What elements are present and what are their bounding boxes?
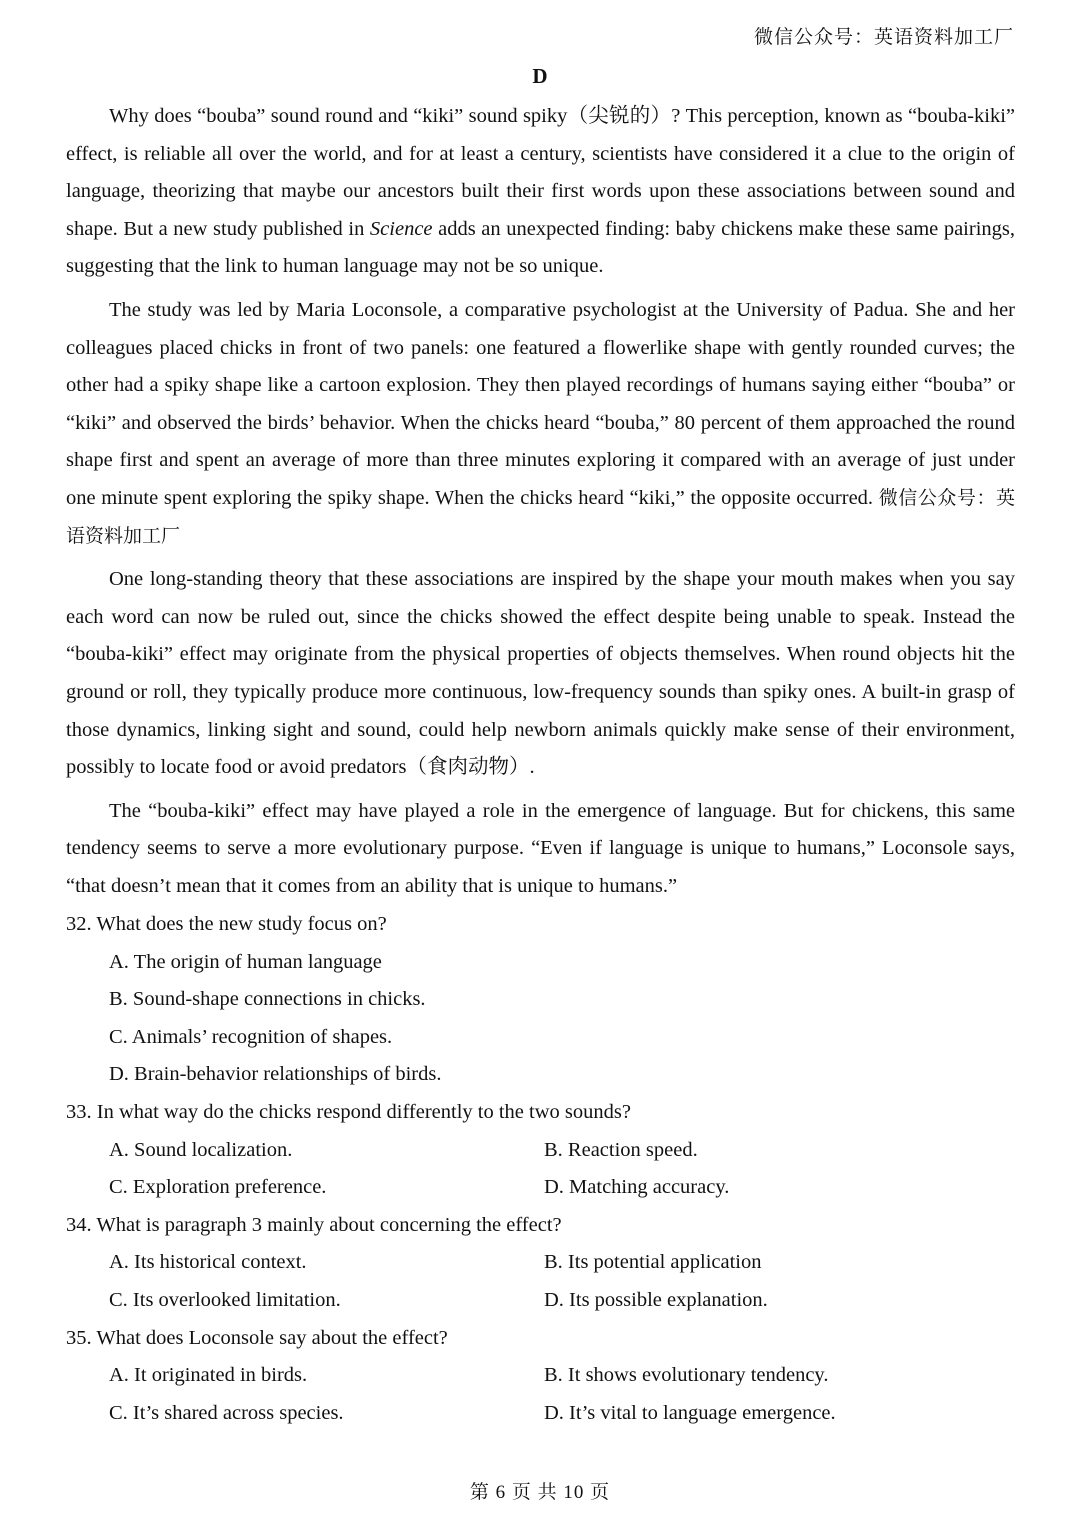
inline-watermark: 微信公众号：英语资料加工厂 xyxy=(66,486,1015,547)
paragraph-1-part-b: adds an unexpected finding: baby chickens make these same pairings, suggesting that the link to human language may not be so unique. xyxy=(66,217,1015,278)
option-b[interactable]: B. It shows evolutionary tendency. xyxy=(544,1364,829,1387)
journal-name: Science xyxy=(369,217,433,240)
question-32 xyxy=(66,906,1015,1094)
paragraph-4: The “bouba-kiki” effect may have played a role in the emergence of language. But for chickens, this same tendency seems to serve a more evolutionary purpose. “Even if language is unique to humans,” Loconsole says, “that doesn’t mean that it comes from an ability that is unique to humans.” xyxy=(66,799,1015,897)
option-d[interactable]: D. Brain-behavior relationships of birds. xyxy=(109,1063,442,1086)
options xyxy=(66,944,1015,1094)
reading-passage xyxy=(66,98,1015,911)
option-c[interactable]: C. It’s shared across species. xyxy=(109,1401,344,1424)
option-c[interactable]: C. Animals’ recognition of shapes. xyxy=(109,1025,393,1048)
option-c[interactable]: C. Its overlooked limitation. xyxy=(109,1288,341,1311)
option-a[interactable]: A. It originated in birds. xyxy=(109,1364,308,1387)
question-stem: 34. What is paragraph 3 mainly about concerning the effect? xyxy=(66,1213,562,1236)
question-stem: 32. What does the new study focus on? xyxy=(66,913,387,935)
option-b[interactable]: B. Sound-shape connections in chicks. xyxy=(109,988,426,1011)
option-b[interactable]: B. Its potential application xyxy=(544,1251,762,1274)
option-d[interactable]: D. It’s vital to language emergence. xyxy=(544,1401,836,1424)
option-a[interactable]: A. Its historical context. xyxy=(109,1251,307,1274)
options xyxy=(66,1132,1015,1207)
paragraph-2 xyxy=(66,292,1015,555)
paragraph-2-text: The study was led by Maria Loconsole, a comparative psychologist at the University of Padua. She and her colleagues placed chicks in front of two panels: one featured a flowerlike shape with gently rounded curves; the other had a spiky shape like a cartoon explosion. They then played recordings of humans saying either “bouba” or “kiki” and observed the birds’ behavior. When the chicks heard “bouba,” 80 percent of them approached the round shape first and spent an average of more than three minutes exploring it compared with an average of just under one minute spent exploring the spiky shape. When the chicks heard “kiki,” the opposite occurred. xyxy=(66,298,1015,509)
option-d[interactable]: D. Its possible explanation. xyxy=(544,1288,768,1311)
options xyxy=(66,1244,1015,1319)
page-number: 第 6 页 共 10 页 xyxy=(469,1482,611,1503)
header-watermark: 微信公众号：英语资料加工厂 xyxy=(753,26,1014,48)
question-stem: 35. What does Loconsole say about the effect? xyxy=(66,1326,448,1349)
option-a[interactable]: A. Sound localization. xyxy=(109,1138,293,1161)
paragraph-1 xyxy=(66,98,1015,286)
option-b[interactable]: B. Reaction speed. xyxy=(544,1138,698,1161)
question-34 xyxy=(66,1207,1015,1320)
option-a[interactable]: A. The origin of human language xyxy=(109,950,382,973)
question-33 xyxy=(66,1094,1015,1207)
options xyxy=(66,1357,1015,1432)
paragraph-1-part-a: Why does “bouba” sound round and “kiki” sound spiky（尖锐的）? This perception, known as “bouba-kiki” effect, is reliable all over the world, and for at least a century, scientists have considered it a clue to the origin of language, theorizing that maybe our ancestors built their first words upon these associations between sound and shape. But a new study published in xyxy=(66,105,1015,240)
question-stem: 33. In what way do the chicks respond differently to the two sounds? xyxy=(66,1100,631,1123)
option-c[interactable]: C. Exploration preference. xyxy=(109,1176,327,1199)
section-label: D xyxy=(532,64,548,88)
questions-section xyxy=(66,906,1015,1432)
option-d[interactable]: D. Matching accuracy. xyxy=(544,1176,730,1199)
question-35 xyxy=(66,1320,1015,1433)
paragraph-3: One long-standing theory that these associations are inspired by the shape your mouth makes when you say each word can now be ruled out, since the chicks showed the effect despite being unable to speak. Instead the “bouba-kiki” effect may originate from the physical properties of objects themselves. When round objects hit the ground or roll, they typically produce more continuous, low-frequency sounds than spiky ones. A built-in grasp of those dynamics, linking sight and sound, could help newborn animals quickly make sense of their environment, possibly to locate food or avoid predators（食肉动物）. xyxy=(66,568,1015,779)
